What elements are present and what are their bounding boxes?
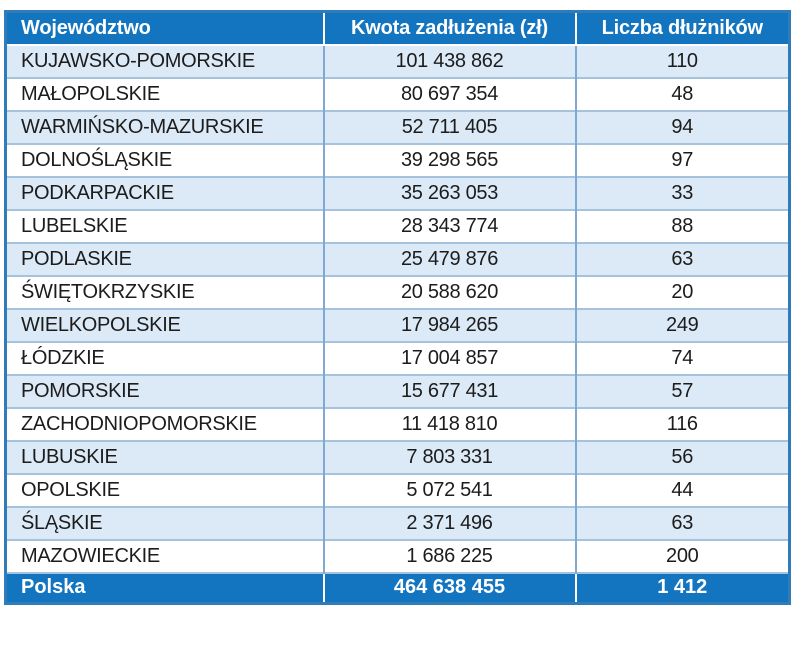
table-row (6, 210, 790, 243)
cell-debt-amount: 1 686 225 (324, 540, 576, 573)
cell-voivodeship: POMORSKIE (6, 375, 324, 408)
cell-debtor-count: 116 (576, 408, 790, 441)
header-row (6, 12, 790, 45)
cell-voivodeship: MAŁOPOLSKIE (6, 78, 324, 111)
table-row (6, 408, 790, 441)
cell-debt-amount: 52 711 405 (324, 111, 576, 144)
cell-debt-amount: 80 697 354 (324, 78, 576, 111)
cell-debt-amount: 2 371 496 (324, 507, 576, 540)
cell-voivodeship: KUJAWSKO-POMORSKIE (6, 45, 324, 78)
table-row (6, 474, 790, 507)
cell-debt-amount: 17 984 265 (324, 309, 576, 342)
table-row (6, 111, 790, 144)
cell-voivodeship: ZACHODNIOPOMORSKIE (6, 408, 324, 441)
cell-debtor-count: 97 (576, 144, 790, 177)
cell-debtor-count: 110 (576, 45, 790, 78)
cell-debt-amount: 17 004 857 (324, 342, 576, 375)
cell-debtor-count: 63 (576, 243, 790, 276)
cell-debt-amount: 25 479 876 (324, 243, 576, 276)
cell-voivodeship: WIELKOPOLSKIE (6, 309, 324, 342)
cell-voivodeship: PODKARPACKIE (6, 177, 324, 210)
cell-debtor-count: 20 (576, 276, 790, 309)
cell-voivodeship: ŁÓDZKIE (6, 342, 324, 375)
table-body (6, 45, 790, 573)
column-header-voivodeship: Województwo (6, 12, 324, 45)
table-row (6, 540, 790, 573)
total-row (6, 573, 790, 604)
cell-voivodeship: ŚLĄSKIE (6, 507, 324, 540)
cell-debtor-count: 63 (576, 507, 790, 540)
table-row (6, 177, 790, 210)
column-header-debt-amount: Kwota zadłużenia (zł) (324, 12, 576, 45)
cell-debt-amount: 15 677 431 (324, 375, 576, 408)
cell-voivodeship: DOLNOŚLĄSKIE (6, 144, 324, 177)
cell-debt-amount: 7 803 331 (324, 441, 576, 474)
table-row (6, 507, 790, 540)
table-row (6, 78, 790, 111)
cell-voivodeship: MAZOWIECKIE (6, 540, 324, 573)
table-row (6, 441, 790, 474)
total-debt-amount: 464 638 455 (324, 573, 576, 604)
cell-debt-amount: 5 072 541 (324, 474, 576, 507)
debt-by-voivodeship-table (4, 10, 791, 605)
cell-voivodeship: ŚWIĘTOKRZYSKIE (6, 276, 324, 309)
cell-debtor-count: 94 (576, 111, 790, 144)
table-row (6, 309, 790, 342)
cell-debt-amount: 35 263 053 (324, 177, 576, 210)
cell-debtor-count: 48 (576, 78, 790, 111)
cell-debtor-count: 200 (576, 540, 790, 573)
total-debtor-count: 1 412 (576, 573, 790, 604)
column-header-debtor-count: Liczba dłużników (576, 12, 790, 45)
cell-debtor-count: 57 (576, 375, 790, 408)
table-row (6, 375, 790, 408)
cell-voivodeship: OPOLSKIE (6, 474, 324, 507)
cell-debtor-count: 56 (576, 441, 790, 474)
cell-voivodeship: PODLASKIE (6, 243, 324, 276)
table-row (6, 342, 790, 375)
cell-voivodeship: LUBUSKIE (6, 441, 324, 474)
cell-debtor-count: 74 (576, 342, 790, 375)
cell-voivodeship: WARMIŃSKO-MAZURSKIE (6, 111, 324, 144)
cell-debtor-count: 88 (576, 210, 790, 243)
table-row (6, 144, 790, 177)
cell-debtor-count: 249 (576, 309, 790, 342)
table-row (6, 243, 790, 276)
cell-debt-amount: 20 588 620 (324, 276, 576, 309)
table-row (6, 45, 790, 78)
table-row (6, 276, 790, 309)
cell-debtor-count: 33 (576, 177, 790, 210)
cell-debt-amount: 11 418 810 (324, 408, 576, 441)
cell-debt-amount: 28 343 774 (324, 210, 576, 243)
cell-debt-amount: 101 438 862 (324, 45, 576, 78)
cell-debtor-count: 44 (576, 474, 790, 507)
total-label: Polska (6, 573, 324, 604)
cell-debt-amount: 39 298 565 (324, 144, 576, 177)
cell-voivodeship: LUBELSKIE (6, 210, 324, 243)
